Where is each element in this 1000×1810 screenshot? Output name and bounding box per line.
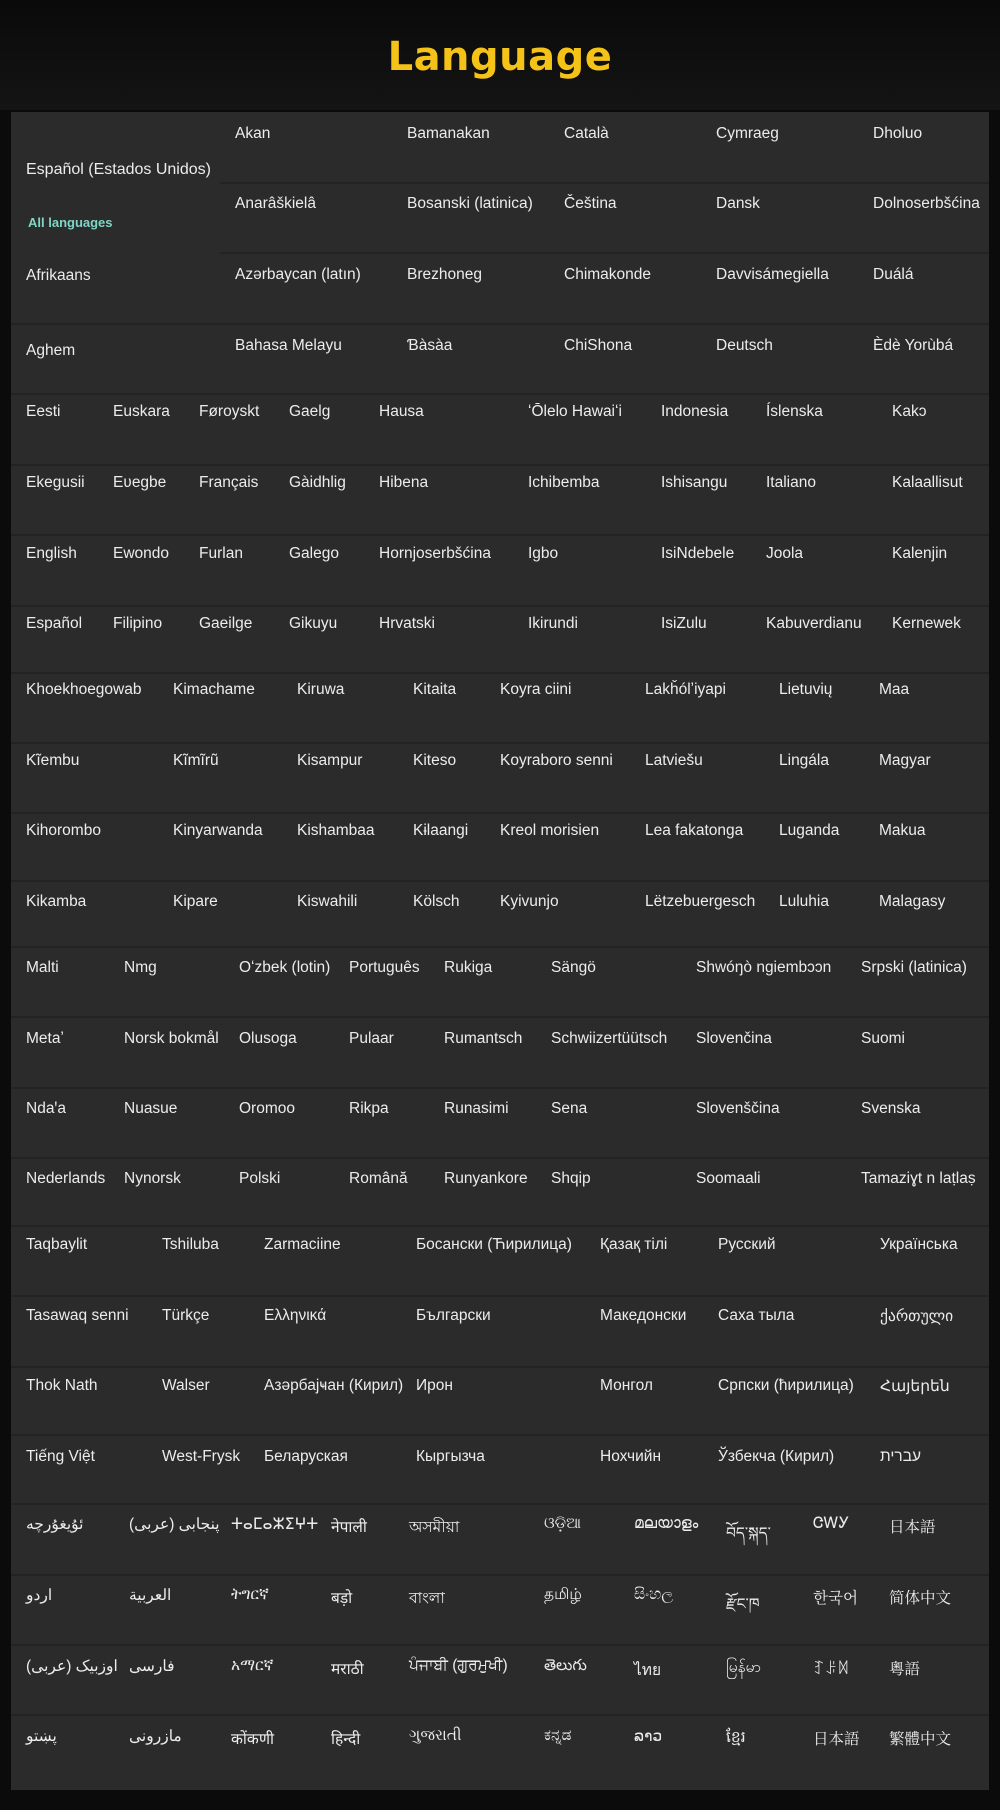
language-option[interactable]: Kishambaa (297, 822, 375, 839)
language-option[interactable]: Kĩembu (26, 752, 80, 769)
language-option[interactable]: Српски (ћирилица) (718, 1377, 854, 1394)
row-divider (11, 464, 989, 466)
language-option[interactable]: Oromoo (239, 1100, 295, 1117)
language-option[interactable]: Bahasa Melayu (235, 337, 342, 354)
row-divider (11, 1503, 989, 1505)
language-option[interactable]: मराठी (331, 1661, 364, 1678)
language-option[interactable]: Hrvatski (379, 615, 435, 632)
language-option[interactable]: Sena (551, 1100, 588, 1117)
header-bar (0, 0, 1000, 110)
language-option[interactable]: Gaeilge (199, 615, 253, 632)
language-option[interactable]: Malagasy (879, 893, 946, 910)
row-divider (11, 534, 989, 536)
language-option[interactable]: Polski (239, 1170, 281, 1187)
language-option[interactable]: বাংলা (409, 1590, 445, 1607)
row-divider (11, 605, 989, 607)
language-option[interactable]: Ichibemba (528, 474, 600, 491)
language-option[interactable]: Rukiga (444, 959, 493, 976)
language-option[interactable]: ئۇيغۇرچە (26, 1516, 84, 1533)
language-option[interactable]: മലയാളം (634, 1515, 699, 1532)
language-option[interactable]: Azərbaycan (latın) (235, 266, 361, 283)
row-divider (11, 742, 989, 744)
language-option[interactable]: Ikirundi (528, 615, 578, 632)
language-option[interactable]: Kölsch (413, 893, 460, 910)
language-option[interactable]: Ishisangu (661, 474, 728, 491)
language-option[interactable]: བོད་སྐད་ (726, 1525, 771, 1542)
language-option[interactable]: ខ្មែរ (726, 1729, 746, 1746)
language-option[interactable]: Shqip (551, 1170, 591, 1187)
language-option[interactable]: Lingála (779, 752, 829, 769)
language-option[interactable]: Magyar (879, 752, 931, 769)
language-option[interactable]: Kĩmĩrũ (173, 752, 219, 769)
language-option[interactable]: Aghem (26, 342, 76, 359)
language-option[interactable]: አማርኛ (231, 1657, 274, 1674)
language-option[interactable]: Ndaꞌa (26, 1100, 67, 1117)
language-option[interactable]: Lëtzebuergesch (645, 893, 756, 910)
language-option[interactable]: Rikpa (349, 1100, 389, 1117)
language-option[interactable]: Ўзбекча (Кирил) (718, 1448, 835, 1465)
language-option[interactable]: Čeština (564, 195, 617, 212)
language-option[interactable]: Kiswahili (297, 893, 358, 910)
language-option[interactable]: Eʋegbe (113, 474, 167, 491)
row-divider (11, 1016, 989, 1018)
language-option[interactable]: Slovenščina (696, 1100, 780, 1117)
language-option[interactable]: Ɓàsàa (407, 337, 453, 354)
language-option[interactable]: Dansk (716, 195, 760, 212)
language-option[interactable]: Italiano (766, 474, 816, 491)
language-option[interactable]: Հայերեն (880, 1378, 950, 1395)
language-option[interactable]: Tasawaq senni (26, 1307, 129, 1324)
language-option[interactable]: Svenska (861, 1100, 921, 1117)
language-option[interactable]: Chimakonde (564, 266, 652, 283)
language-option[interactable]: ไทย (634, 1662, 662, 1679)
language-option[interactable]: فارسی (129, 1658, 175, 1675)
language-option[interactable]: बड़ो (331, 1590, 353, 1607)
language-option[interactable]: Kisampur (297, 752, 363, 769)
language-option[interactable]: IsiZulu (661, 615, 707, 632)
language-option[interactable]: پنجابی (عربی) (129, 1516, 220, 1533)
row-divider (11, 812, 989, 814)
language-option[interactable]: Koyra ciini (500, 681, 572, 698)
language-option[interactable]: Igbo (528, 545, 559, 562)
language-option[interactable]: Khoekhoegowab (26, 681, 142, 698)
language-option[interactable]: Монгол (600, 1377, 653, 1394)
language-option[interactable]: Lakȟólʼiyapi (645, 681, 726, 698)
language-option[interactable]: Ελληνικά (264, 1307, 327, 1324)
language-option[interactable]: Hausa (379, 403, 424, 420)
language-option[interactable]: ଓଡ଼ିଆ (544, 1515, 582, 1532)
language-option[interactable]: 粵語 (889, 1661, 921, 1678)
language-option[interactable]: ʻŌlelo Hawaiʻi (528, 403, 622, 420)
language-option[interactable]: Deutsch (716, 337, 773, 354)
language-option[interactable]: Joola (766, 545, 804, 562)
language-option[interactable]: Afrikaans (26, 267, 91, 284)
language-option[interactable]: ગુજરાતી (409, 1727, 462, 1744)
language-option[interactable]: Hornjoserbšćina (379, 545, 491, 562)
row-divider (11, 946, 989, 948)
row-divider (11, 1574, 989, 1576)
language-option[interactable]: Català (564, 125, 609, 142)
language-option[interactable]: ᏣᎳᎩ (813, 1515, 850, 1532)
language-option[interactable]: IsiNdebele (661, 545, 735, 562)
language-option[interactable]: اردو (26, 1587, 53, 1604)
language-option[interactable]: Suomi (861, 1030, 905, 1047)
language-option[interactable]: Kitaita (413, 681, 457, 698)
language-option[interactable]: कोंकणी (231, 1731, 275, 1748)
language-option[interactable]: Gàidhlig (289, 474, 346, 491)
language-option[interactable]: Tamaziɣt n laṭlaṣ (861, 1170, 976, 1187)
language-option[interactable]: Kipare (173, 893, 218, 910)
language-option[interactable]: ⵜⴰⵎⴰⵣⵉⵖⵜ (231, 1516, 319, 1533)
language-option[interactable]: Bosanski (latinica) (407, 195, 533, 212)
language-option[interactable]: مازرونی (129, 1728, 182, 1745)
language-option[interactable]: Runasimi (444, 1100, 509, 1117)
language-option[interactable]: Srpski (latinica) (861, 959, 967, 976)
language-option[interactable]: Română (349, 1170, 408, 1187)
language-option[interactable]: Қазақ тілі (600, 1236, 668, 1253)
row-divider (11, 1714, 989, 1716)
row-divider (220, 252, 989, 254)
language-option[interactable]: Anarâškielâ (235, 195, 316, 212)
language-option[interactable]: Tiếng Việt (26, 1448, 95, 1465)
language-option[interactable]: Rumantsch (444, 1030, 523, 1047)
language-option[interactable]: Нохчийн (600, 1448, 662, 1465)
language-option[interactable]: Eesti (26, 403, 61, 420)
language-option[interactable]: Luluhia (779, 893, 829, 910)
language-option[interactable]: Kihorombo (26, 822, 101, 839)
language-option[interactable]: Hibena (379, 474, 429, 491)
language-option[interactable]: Bamanakan (407, 125, 490, 142)
language-option[interactable]: Кыргызча (416, 1448, 485, 1465)
language-option[interactable]: Indonesia (661, 403, 729, 420)
language-option[interactable]: Ewondo (113, 545, 170, 562)
language-option[interactable]: Kɨlaangi (413, 822, 469, 839)
language-option[interactable]: Kabuverdianu (766, 615, 862, 632)
row-divider (11, 393, 989, 395)
language-option[interactable]: Kikamba (26, 893, 87, 910)
language-option[interactable]: ਪੰਜਾਬੀ (ਗੁਰਮੁਖੀ) (409, 1657, 508, 1674)
language-option[interactable]: Gaelg (289, 403, 331, 420)
language-option[interactable]: Duálá (873, 266, 914, 283)
language-option[interactable]: Davvisámegiella (716, 266, 829, 283)
language-option[interactable]: العربية (129, 1587, 172, 1604)
language-option[interactable]: Nuasue (124, 1100, 178, 1117)
language-option[interactable]: Cymraeg (716, 125, 779, 142)
language-option[interactable]: 繁體中文 (889, 1731, 952, 1748)
language-option[interactable]: Саха тыла (718, 1307, 795, 1324)
language-option[interactable]: Dholuo (873, 125, 923, 142)
language-option[interactable]: Walser (162, 1377, 210, 1394)
language-option[interactable]: Македонски (600, 1307, 687, 1324)
language-option[interactable]: Maa (879, 681, 910, 698)
language-list-panel[interactable] (11, 112, 989, 1790)
current-language[interactable]: Español (Estados Unidos) (26, 161, 211, 178)
language-option[interactable]: Gikuyu (289, 615, 338, 632)
language-option[interactable]: Èdè Yorùbá (873, 337, 954, 354)
language-option[interactable]: Kinyarwanda (173, 822, 263, 839)
language-option[interactable]: Български (416, 1307, 491, 1324)
language-option[interactable]: Українська (880, 1236, 958, 1253)
language-option[interactable]: অসমীয়া (409, 1519, 460, 1536)
language-option[interactable]: Lietuvių (779, 681, 833, 698)
row-divider (11, 323, 989, 325)
language-option[interactable]: Español (26, 615, 83, 632)
language-option[interactable]: Kalenjin (892, 545, 948, 562)
row-divider (11, 1295, 989, 1297)
language-option[interactable]: West-Frysk (162, 1448, 241, 1465)
language-option[interactable]: ትግርኛ (231, 1586, 269, 1603)
language-option[interactable]: Азәрбајҹан (Кирил) (264, 1377, 404, 1394)
language-option[interactable]: Galego (289, 545, 339, 562)
language-option[interactable]: Zarmaciine (264, 1236, 341, 1253)
language-option[interactable]: Íslenska (766, 403, 823, 420)
language-option[interactable]: Slovenčina (696, 1030, 772, 1047)
language-option[interactable]: Pulaar (349, 1030, 394, 1047)
row-divider (11, 1366, 989, 1368)
row-divider (11, 1644, 989, 1646)
language-option[interactable]: తెలుగు (544, 1657, 587, 1674)
language-option[interactable]: Kernewek (892, 615, 961, 632)
language-option[interactable]: 简体中文 (889, 1590, 952, 1607)
language-option[interactable]: ລາວ (634, 1728, 663, 1745)
language-option[interactable]: Shwóŋò ngiembɔɔn (696, 959, 832, 976)
language-option[interactable]: 日本語 (813, 1731, 860, 1748)
language-option[interactable]: Furlan (199, 545, 243, 562)
language-option[interactable]: Euskara (113, 403, 170, 420)
language-option[interactable]: Lea fakatonga (645, 822, 744, 839)
language-option[interactable]: ქართული (880, 1308, 954, 1325)
language-option[interactable]: தமிழ் (544, 1586, 582, 1603)
language-option[interactable]: Русский (718, 1236, 776, 1253)
language-option[interactable]: Türkçe (162, 1307, 210, 1324)
language-option[interactable]: Nynorsk (124, 1170, 181, 1187)
row-divider (11, 672, 989, 674)
language-option[interactable]: Nmg (124, 959, 157, 976)
language-option[interactable]: සිංහල (634, 1586, 674, 1603)
language-option[interactable]: Tshiluba (162, 1236, 219, 1253)
language-option[interactable]: پښتو (26, 1728, 57, 1745)
row-divider (11, 1087, 989, 1089)
language-option[interactable]: Filipino (113, 615, 163, 632)
language-option[interactable]: ಕನ್ನಡ (544, 1727, 572, 1744)
language-option[interactable]: Akan (235, 125, 271, 142)
language-option[interactable]: Metaʼ (26, 1030, 64, 1047)
language-option[interactable]: Босански (Ћирилица) (416, 1236, 572, 1253)
language-option[interactable]: 한국어 (813, 1590, 858, 1607)
language-option[interactable]: Dolnoserbšćina (873, 195, 980, 212)
language-option[interactable]: Schwiizertüütsch (551, 1030, 668, 1047)
language-option[interactable]: Oʻzbek (lotin) (239, 959, 331, 976)
language-option[interactable]: हिन्दी (331, 1731, 361, 1748)
language-option[interactable]: ChiShona (564, 337, 633, 354)
language-option[interactable]: Olusoga (239, 1030, 297, 1047)
language-option[interactable]: עברית (880, 1448, 921, 1465)
language-option[interactable]: Беларуская (264, 1448, 348, 1465)
language-option[interactable]: Ирон (416, 1377, 453, 1394)
language-option[interactable]: Nederlands (26, 1170, 106, 1187)
language-option[interactable]: རྫོང་ཁ (726, 1596, 760, 1613)
language-option[interactable]: Kreol morisien (500, 822, 600, 839)
language-option[interactable]: Norsk bokmål (124, 1030, 219, 1047)
language-option[interactable]: اوزبیک (عربی) (26, 1658, 118, 1675)
language-option[interactable]: Latviešu (645, 752, 703, 769)
language-option[interactable]: Soomaali (696, 1170, 761, 1187)
language-option[interactable]: Ekegusii (26, 474, 85, 491)
language-option[interactable]: Kiteso (413, 752, 457, 769)
language-option[interactable]: Makua (879, 822, 926, 839)
language-option[interactable]: 日本語 (889, 1519, 936, 1536)
language-option[interactable]: Taqbaylit (26, 1236, 88, 1253)
row-divider (220, 182, 989, 184)
row-divider (11, 1225, 989, 1227)
language-option[interactable]: Kyivunjo (500, 893, 559, 910)
language-option[interactable]: Kalaallisut (892, 474, 963, 491)
language-option[interactable]: Malti (26, 959, 59, 976)
language-option[interactable]: Português (349, 959, 420, 976)
language-option[interactable]: Thok Nath (26, 1377, 98, 1394)
language-option[interactable]: Kiruwa (297, 681, 345, 698)
language-option[interactable]: Brezhoneg (407, 266, 482, 283)
language-option[interactable]: Kakɔ (892, 403, 927, 420)
language-option[interactable]: Luganda (779, 822, 840, 839)
language-option[interactable]: ꆈꌠꉙ (813, 1661, 850, 1678)
all-languages-link[interactable]: All languages (28, 215, 113, 230)
language-option[interactable]: Sängö (551, 959, 596, 976)
language-option[interactable]: नेपाली (331, 1519, 367, 1536)
language-option[interactable]: Runyankore (444, 1170, 528, 1187)
language-option[interactable]: Føroyskt (199, 403, 260, 420)
language-option[interactable]: Français (199, 474, 259, 491)
language-option[interactable]: English (26, 545, 77, 562)
language-option[interactable]: Koyraboro senni (500, 752, 613, 769)
page-title: Language (387, 34, 613, 80)
language-option[interactable]: Kimachame (173, 681, 255, 698)
row-divider (11, 1157, 989, 1159)
row-divider (11, 880, 989, 882)
language-option[interactable]: မြန်မာ (726, 1659, 761, 1676)
row-divider (11, 1434, 989, 1436)
